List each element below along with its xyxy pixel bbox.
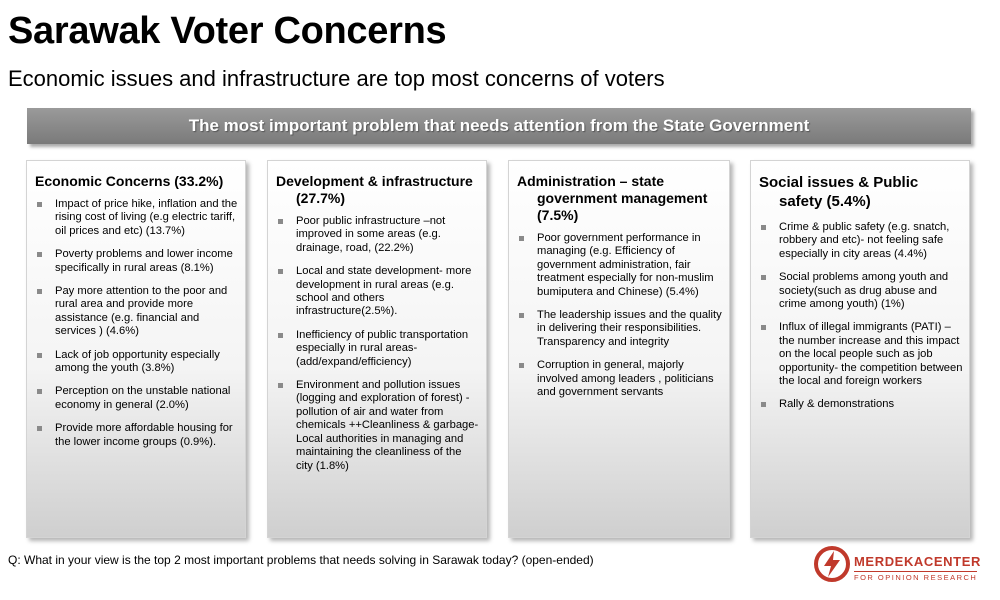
list-item: Poor public infrastructure –not improved in some areas (e.g. drainage, road, (22.2%) <box>276 215 480 255</box>
page-title: Sarawak Voter Concerns <box>8 10 447 52</box>
section-banner <box>27 108 971 144</box>
list-item: Crime & public safety (e.g. snatch, robbery and etc)- not feeling safe especially in city areas (4.4%) <box>759 221 963 261</box>
card-title: Development & infrastructure (27.7%) <box>276 173 473 206</box>
list-item: Pay more attention to the poor and rural area and provide more assistance (e.g. financial and services ) (4.6%) <box>35 285 239 339</box>
list-item: Perception on the unstable national economy in general (2.0%) <box>35 385 239 412</box>
card-economic-concerns <box>26 160 246 538</box>
concern-list <box>517 232 723 399</box>
page-subtitle: Economic issues and infrastructure are top most concerns of voters <box>8 66 665 91</box>
list-item: Influx of illegal immigrants (PATI) – the number increase and this impact on the local people such as job opportunity- the competition between the local and foreign workers <box>759 321 963 388</box>
list-item: Social problems among youth and society(such as drug abuse and crime among youth) (1%) <box>759 271 963 311</box>
list-item: Rally & demonstrations <box>759 398 963 411</box>
list-item: Poor government performance in managing (e.g. Efficiency of government administration, fair treatment especially for non-muslim bumiputera and Chinese) (5.4%) <box>517 232 723 299</box>
merdeka-center-logo <box>814 546 984 586</box>
card-title: Administration – state government management (7.5%) <box>517 173 708 223</box>
logo-name: MERDEKACENTER <box>854 554 981 569</box>
card-title: Social issues & Public safety (5.4%) <box>759 174 919 210</box>
list-item: Local and state development- more development in rural areas (e.g. school and others infrastructure(2.5%). <box>276 265 480 319</box>
card-administration <box>508 160 730 538</box>
card-title: Economic Concerns (33.2%) <box>35 173 224 189</box>
banner-text: The most important problem that needs attention from the State Government <box>188 116 810 135</box>
logo-tagline: FOR OPINION RESEARCH <box>854 573 978 582</box>
list-item: Environment and pollution issues (logging and exploration of forest) - pollution of air and water from chemicals ++Cleanliness & garbage- Local authorities in managing and maintaining the cleanliness of the city (1.8%) <box>276 379 480 473</box>
list-item: The leadership issues and the quality in delivering their responsibilities. Transparency and integrity <box>517 309 723 349</box>
list-item: Inefficiency of public transportation especially in rural areas- (add/expand/efficiency) <box>276 329 480 369</box>
list-item: Impact of price hike, inflation and the rising cost of living (e.g electric tariff, oil prices and etc) (13.7%) <box>35 198 239 238</box>
list-item: Provide more affordable housing for the lower income groups (0.9%). <box>35 422 239 449</box>
list-item: Corruption in general, majorly involved among leaders , politicians and government servants <box>517 359 723 399</box>
survey-question: Q: What in your view is the top 2 most important problems that needs solving in Sarawak today? (open-ended) <box>8 553 594 567</box>
list-item: Lack of job opportunity especially among the youth (3.8%) <box>35 349 239 376</box>
card-development-infrastructure <box>267 160 487 538</box>
list-item: Poverty problems and lower income specifically in rural areas (8.1%) <box>35 248 239 275</box>
concern-list <box>276 215 480 473</box>
lightning-bolt-icon <box>814 546 850 582</box>
card-social-issues <box>750 160 970 538</box>
concern-list <box>35 198 239 449</box>
concern-list <box>759 221 963 412</box>
